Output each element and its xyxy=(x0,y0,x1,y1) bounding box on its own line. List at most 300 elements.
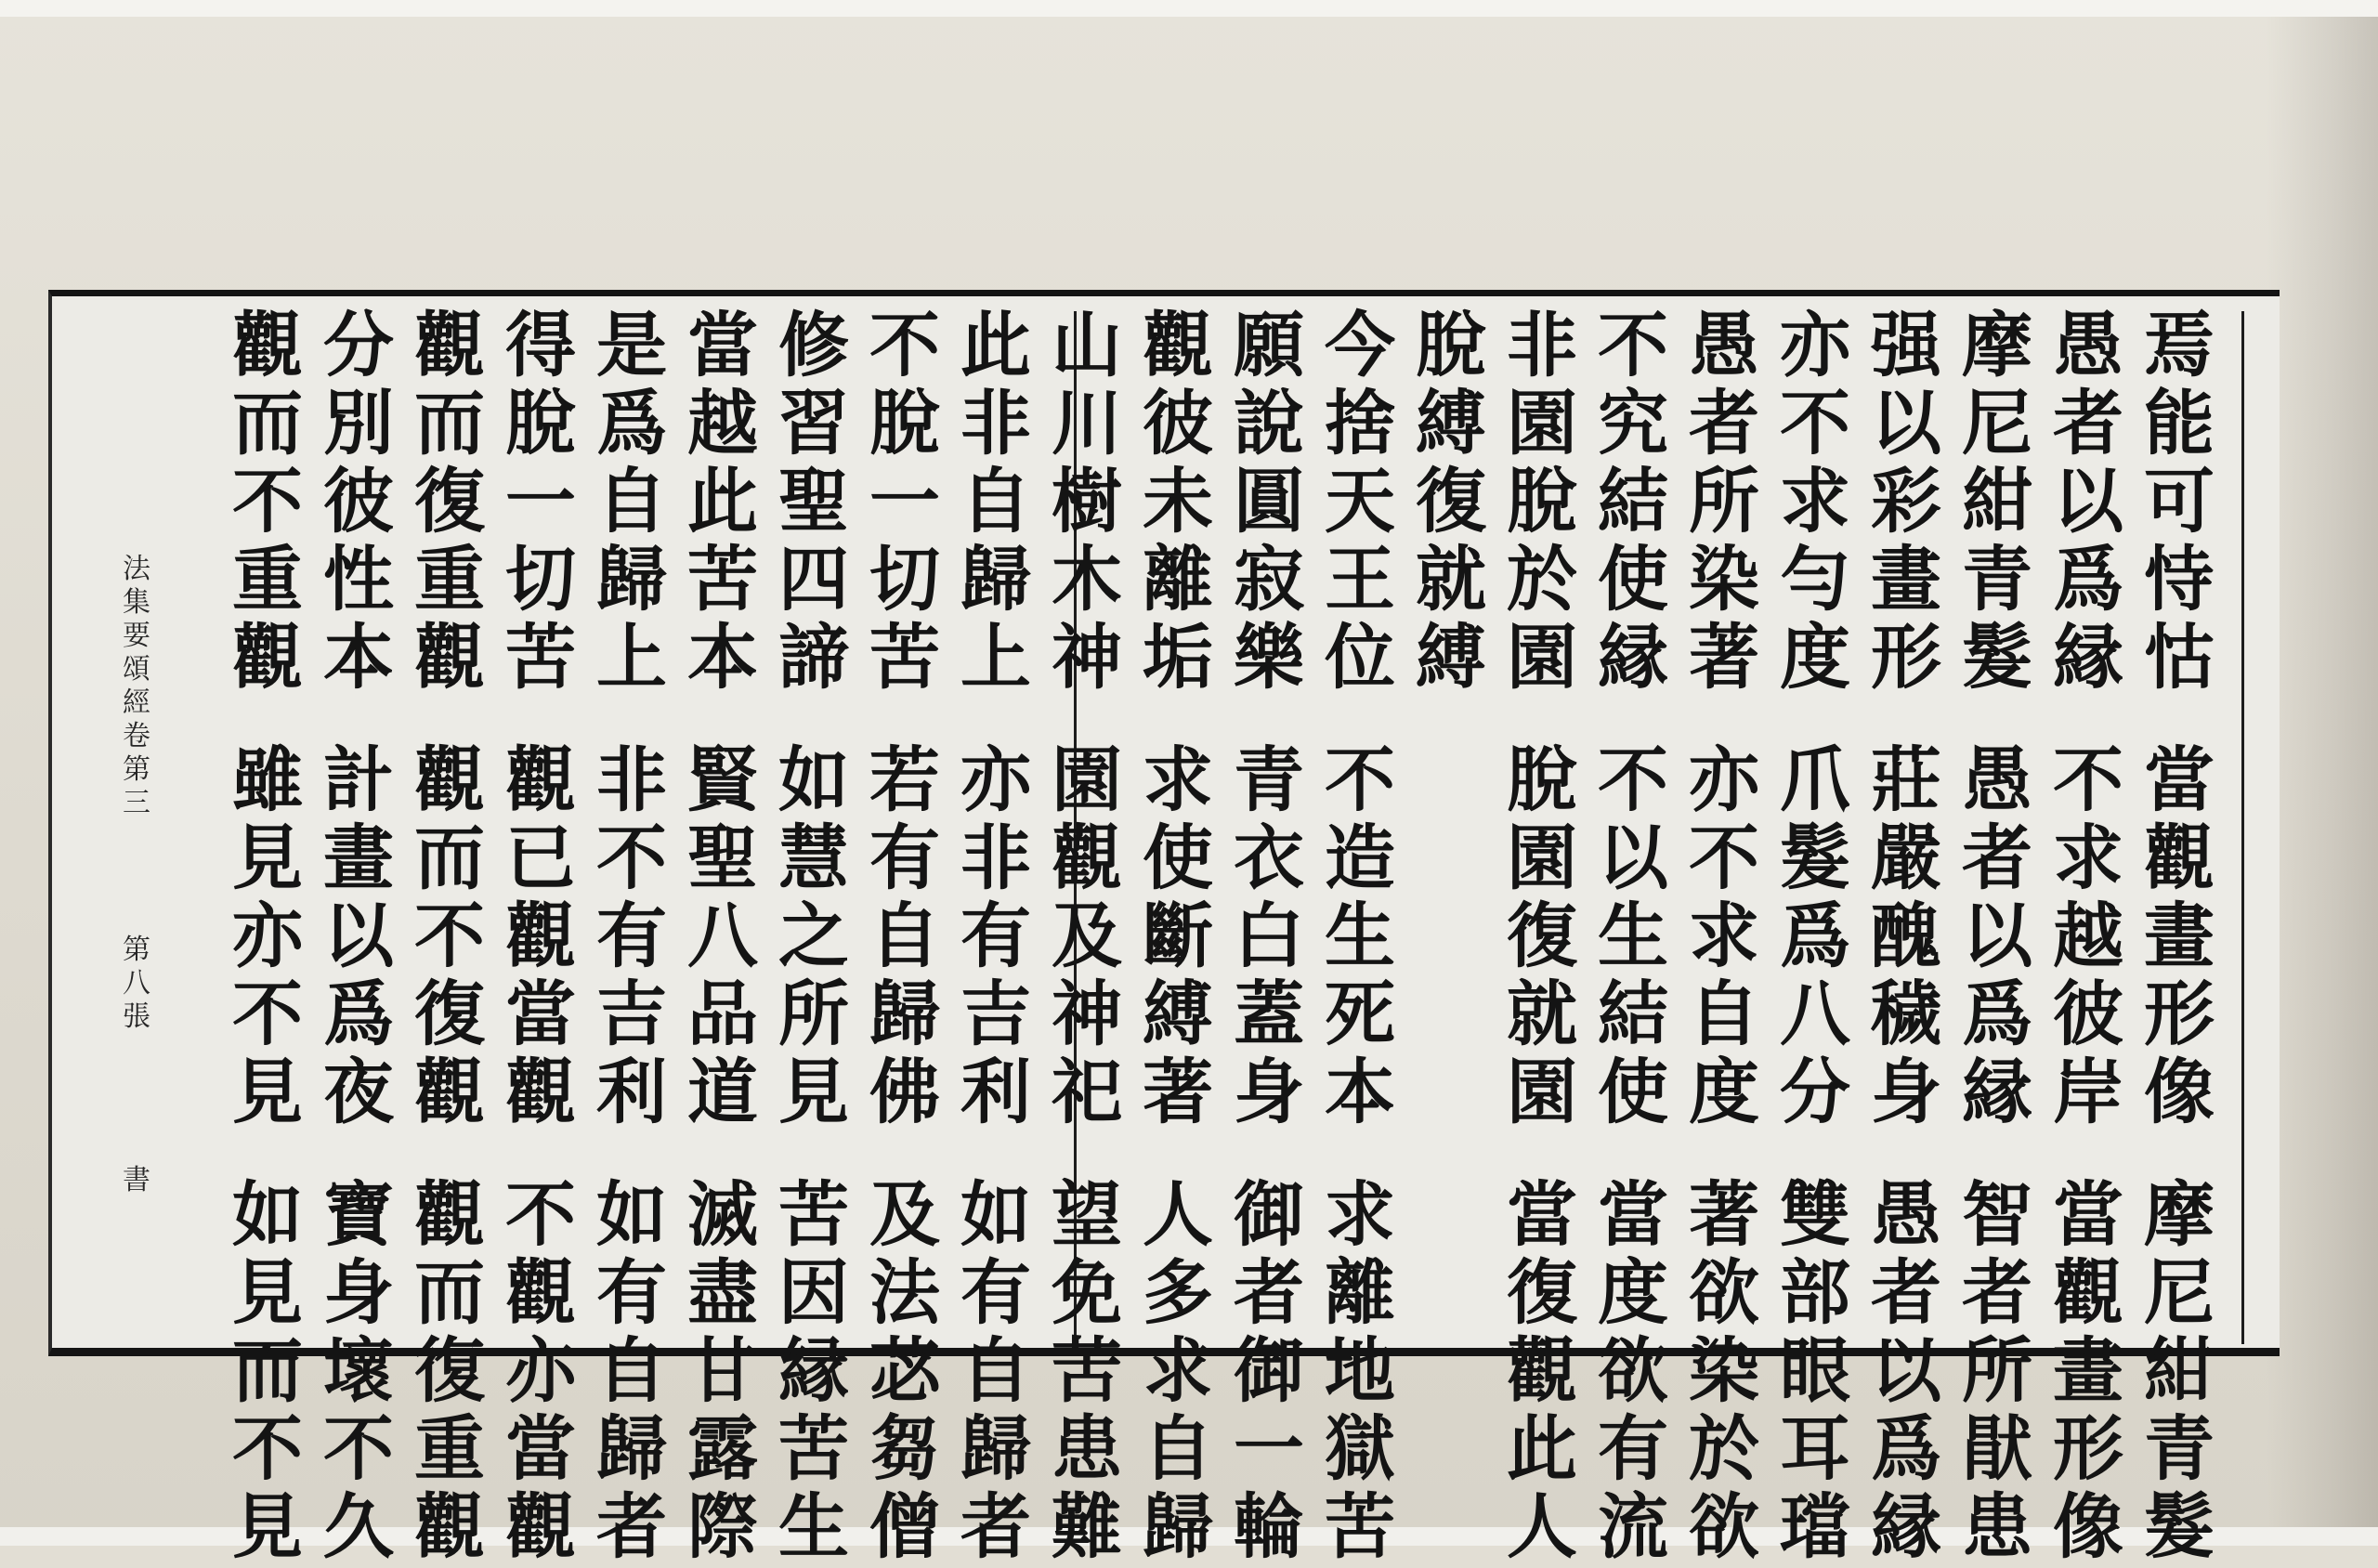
character: 觀 xyxy=(505,895,576,977)
character: 就 xyxy=(1507,973,1577,1055)
character: 慧 xyxy=(778,817,849,899)
character: 結 xyxy=(1598,973,1668,1055)
character: 著 xyxy=(1689,616,1759,699)
character: 如 xyxy=(232,1173,303,1256)
character: 可 xyxy=(2144,460,2215,542)
phrase-gap xyxy=(1131,697,1224,741)
character: 自 xyxy=(960,460,1031,542)
text-column xyxy=(858,304,951,1568)
character: 怙 xyxy=(2144,616,2215,699)
character: 形 xyxy=(1871,616,1941,699)
character: 此 xyxy=(687,460,758,542)
character: 之 xyxy=(778,895,849,977)
phrase-gap xyxy=(403,1131,496,1176)
character: 自 xyxy=(869,895,940,977)
character: 甘 xyxy=(687,1329,758,1412)
character: 以 xyxy=(1871,1329,1941,1412)
text-column xyxy=(1040,304,1133,1568)
page-top-edge xyxy=(0,0,2378,17)
character: 如 xyxy=(778,738,849,821)
character: 白 xyxy=(1234,895,1304,977)
text-column xyxy=(767,304,860,1568)
margin-character: 書 xyxy=(123,1164,150,1196)
character: 觀 xyxy=(414,1051,485,1133)
phrase-gap xyxy=(1496,697,1588,741)
character: 以 xyxy=(2053,460,2123,542)
phrase-gap xyxy=(312,1131,405,1176)
character: 復 xyxy=(1507,895,1577,977)
character: 以 xyxy=(1598,817,1668,899)
character: 切 xyxy=(505,538,576,621)
character: 生 xyxy=(778,1485,849,1568)
phrase-gap xyxy=(767,1131,860,1176)
character: 尼 xyxy=(2144,1251,2215,1334)
phrase-gap xyxy=(1587,697,1679,741)
character: 木 xyxy=(1052,538,1122,621)
phrase-gap xyxy=(1313,1131,1406,1176)
character: 雙 xyxy=(1780,1173,1850,1256)
character: 强 xyxy=(1871,304,1941,386)
character: 者 xyxy=(1871,1251,1941,1334)
character: 壞 xyxy=(323,1329,394,1412)
character: 當 xyxy=(687,304,758,386)
character: 有 xyxy=(960,895,1031,977)
character: 園 xyxy=(1507,616,1577,699)
character: 脫 xyxy=(869,382,940,464)
character: 以 xyxy=(323,895,394,977)
text-column xyxy=(1951,304,2044,1568)
text-column xyxy=(1587,304,1679,1568)
character: 復 xyxy=(1416,460,1486,542)
character: 輪 xyxy=(1234,1485,1304,1568)
character: 著 xyxy=(1689,1173,1759,1256)
character: 御 xyxy=(1234,1329,1304,1412)
character: 脫 xyxy=(1507,738,1577,821)
character: 不 xyxy=(414,895,485,977)
character: 園 xyxy=(1507,817,1577,899)
character: 以 xyxy=(1871,382,1941,464)
character: 所 xyxy=(778,973,849,1055)
character: 雖 xyxy=(232,738,303,821)
phrase-gap xyxy=(858,1131,951,1176)
character: 祀 xyxy=(1052,1051,1122,1133)
character: 者 xyxy=(1962,1251,2032,1334)
character: 當 xyxy=(1598,1173,1668,1256)
character: 佛 xyxy=(869,1051,940,1133)
character: 當 xyxy=(505,1407,576,1490)
text-column xyxy=(1860,304,1953,1568)
character: 重 xyxy=(414,538,485,621)
phrase-gap xyxy=(494,1131,587,1176)
character: 耳 xyxy=(1780,1407,1850,1490)
phrase-gap xyxy=(1678,697,1770,741)
character: 求 xyxy=(1143,1329,1213,1412)
character: 神 xyxy=(1052,616,1122,699)
character: 不 xyxy=(1598,738,1668,821)
character: 爲 xyxy=(1962,973,2032,1055)
character: 重 xyxy=(232,538,303,621)
character: 造 xyxy=(1325,817,1395,899)
character: 青 xyxy=(1234,738,1304,821)
margin-character: 集 xyxy=(123,586,150,619)
character: 今 xyxy=(1325,304,1395,386)
character: 穢 xyxy=(1871,973,1941,1055)
character: 脫 xyxy=(1416,304,1486,386)
character: 不 xyxy=(323,1407,394,1490)
text-column xyxy=(585,304,678,1568)
character: 圓 xyxy=(1234,460,1304,542)
character: 愚 xyxy=(1689,304,1759,386)
text-column xyxy=(1769,304,1862,1568)
character: 是 xyxy=(596,304,667,386)
character: 聖 xyxy=(778,460,849,542)
character: 歸 xyxy=(960,538,1031,621)
character: 苦 xyxy=(778,1407,849,1490)
character: 於 xyxy=(1689,1407,1759,1490)
character: 不 xyxy=(1780,382,1850,464)
character: 欲 xyxy=(1598,1329,1668,1412)
character: 紺 xyxy=(1962,460,2032,542)
text-column xyxy=(2133,304,2226,1568)
character: 恃 xyxy=(2144,538,2215,621)
character: 諦 xyxy=(778,616,849,699)
character: 生 xyxy=(1325,895,1395,977)
character: 上 xyxy=(960,616,1031,699)
phrase-gap xyxy=(1040,697,1133,741)
character: 不 xyxy=(232,1407,303,1490)
character: 爲 xyxy=(2053,538,2123,621)
character: 勻 xyxy=(1780,538,1850,621)
character: 見 xyxy=(232,1485,303,1568)
character: 未 xyxy=(1143,460,1213,542)
character: 一 xyxy=(505,460,576,542)
character: 望 xyxy=(1052,1173,1122,1256)
character: 生 xyxy=(1598,895,1668,977)
character: 八 xyxy=(1780,973,1850,1055)
character: 縁 xyxy=(778,1329,849,1412)
character: 天 xyxy=(1325,460,1395,542)
text-column xyxy=(676,304,769,1568)
character: 衣 xyxy=(1234,817,1304,899)
character: 結 xyxy=(1598,460,1668,542)
character: 爲 xyxy=(323,973,394,1055)
character: 而 xyxy=(414,817,485,899)
character: 別 xyxy=(323,382,394,464)
character: 有 xyxy=(596,1251,667,1334)
character: 難 xyxy=(1052,1485,1122,1568)
character: 者 xyxy=(960,1485,1031,1568)
character: 非 xyxy=(960,382,1031,464)
character: 患 xyxy=(1962,1485,2032,1568)
character: 越 xyxy=(687,382,758,464)
character: 自 xyxy=(596,1329,667,1412)
character: 四 xyxy=(778,538,849,621)
character: 及 xyxy=(1052,895,1122,977)
character: 使 xyxy=(1598,1051,1668,1133)
phrase-gap xyxy=(1769,1131,1862,1176)
character: 愚 xyxy=(1962,738,2032,821)
character: 形 xyxy=(2144,973,2215,1055)
character: 猒 xyxy=(1962,1407,2032,1490)
character: 利 xyxy=(596,1051,667,1133)
character: 亦 xyxy=(1780,304,1850,386)
character: 復 xyxy=(414,973,485,1055)
character: 觀 xyxy=(505,1485,576,1568)
character: 璫 xyxy=(1780,1485,1850,1568)
character: 本 xyxy=(687,616,758,699)
character: 獄 xyxy=(1325,1407,1395,1490)
character: 彼 xyxy=(2053,973,2123,1055)
character: 度 xyxy=(1689,1051,1759,1133)
character: 如 xyxy=(596,1173,667,1256)
character: 吉 xyxy=(596,973,667,1055)
character: 青 xyxy=(2144,1407,2215,1490)
character: 愚 xyxy=(2053,304,2123,386)
character: 身 xyxy=(323,1251,394,1334)
character: 本 xyxy=(1325,1051,1395,1133)
character: 彼 xyxy=(323,460,394,542)
character: 當 xyxy=(505,973,576,1055)
character: 樹 xyxy=(1052,460,1122,542)
phrase-gap xyxy=(1131,1131,1224,1176)
character: 畫 xyxy=(2144,895,2215,977)
character: 神 xyxy=(1052,973,1122,1055)
character: 利 xyxy=(960,1051,1031,1133)
character: 身 xyxy=(1234,1051,1304,1133)
character: 觀 xyxy=(505,1051,576,1133)
character: 使 xyxy=(1143,817,1213,899)
text-column xyxy=(494,304,587,1568)
character: 欲 xyxy=(1689,1485,1759,1568)
phrase-gap xyxy=(1587,1131,1679,1176)
margin-page-number xyxy=(121,934,152,1034)
phrase-gap xyxy=(1222,697,1315,741)
character: 莊 xyxy=(1871,738,1941,821)
character: 觀 xyxy=(414,616,485,699)
character: 嚴 xyxy=(1871,817,1941,899)
phrase-gap xyxy=(2042,1131,2135,1176)
phrase-gap xyxy=(1222,1131,1315,1176)
phrase-gap xyxy=(1860,1131,1953,1176)
character: 苾 xyxy=(869,1329,940,1412)
character: 觀 xyxy=(1052,817,1122,899)
text-column xyxy=(949,304,1042,1568)
character: 品 xyxy=(687,973,758,1055)
character: 智 xyxy=(1962,1173,2032,1256)
character: 觀 xyxy=(2053,1251,2123,1334)
character: 不 xyxy=(232,460,303,542)
character: 使 xyxy=(1598,538,1668,621)
character: 眼 xyxy=(1780,1329,1850,1412)
character: 離 xyxy=(1143,538,1213,621)
character: 青 xyxy=(1962,538,2032,621)
character: 露 xyxy=(687,1407,758,1490)
character: 習 xyxy=(778,382,849,464)
character: 髮 xyxy=(2144,1485,2215,1568)
phrase-gap xyxy=(1860,697,1953,741)
margin-character: 三 xyxy=(123,787,150,819)
character: 觀 xyxy=(505,738,576,821)
character: 有 xyxy=(1598,1407,1668,1490)
character: 非 xyxy=(960,817,1031,899)
character: 見 xyxy=(778,1051,849,1133)
character: 若 xyxy=(869,738,940,821)
character: 分 xyxy=(1780,1051,1850,1133)
character: 山 xyxy=(1052,304,1122,386)
character: 縁 xyxy=(2053,616,2123,699)
character: 愚 xyxy=(1871,1173,1941,1256)
character: 上 xyxy=(596,616,667,699)
character: 觀 xyxy=(414,1173,485,1256)
character: 著 xyxy=(1143,1051,1213,1133)
character: 像 xyxy=(2144,1051,2215,1133)
character: 歸 xyxy=(1143,1485,1213,1568)
character: 歸 xyxy=(869,973,940,1055)
character: 亦 xyxy=(505,1329,576,1412)
character: 紺 xyxy=(2144,1329,2215,1412)
character: 醜 xyxy=(1871,895,1941,977)
character: 爪 xyxy=(1780,738,1850,821)
character: 見 xyxy=(232,1051,303,1133)
character: 求 xyxy=(1689,895,1759,977)
character: 芻 xyxy=(869,1407,940,1490)
character: 得 xyxy=(505,304,576,386)
character: 縁 xyxy=(1962,1051,2032,1133)
character: 觀 xyxy=(1507,1329,1577,1412)
phrase-gap xyxy=(949,697,1042,741)
character: 以 xyxy=(1962,895,2032,977)
character: 久 xyxy=(323,1485,394,1568)
phrase-gap xyxy=(949,1131,1042,1176)
character: 復 xyxy=(414,460,485,542)
character: 多 xyxy=(1143,1251,1213,1334)
character: 岸 xyxy=(2053,1051,2123,1133)
character: 髮 xyxy=(1962,616,2032,699)
character: 歸 xyxy=(960,1407,1031,1490)
character: 離 xyxy=(1325,1251,1395,1334)
character: 畫 xyxy=(2053,1329,2123,1412)
character: 所 xyxy=(1689,460,1759,542)
character: 苦 xyxy=(1325,1485,1395,1568)
margin-character: 第 xyxy=(123,753,150,786)
phrase-gap xyxy=(585,697,678,741)
character: 蓋 xyxy=(1234,973,1304,1055)
character: 求 xyxy=(1325,1173,1395,1256)
character: 免 xyxy=(1052,1251,1122,1334)
margin-sutra-title xyxy=(121,553,152,820)
margin-character: 經 xyxy=(123,686,150,719)
character: 身 xyxy=(1871,1051,1941,1133)
character: 觀 xyxy=(505,1251,576,1334)
character: 際 xyxy=(687,1485,758,1568)
character: 部 xyxy=(1780,1251,1850,1334)
phrase-gap xyxy=(1678,1131,1770,1176)
character: 不 xyxy=(1598,304,1668,386)
character: 亦 xyxy=(1689,738,1759,821)
margin-character: 法 xyxy=(123,553,150,585)
character: 求 xyxy=(2053,817,2123,899)
margin-character: 八 xyxy=(123,967,150,1000)
phrase-gap xyxy=(858,697,951,741)
character: 彼 xyxy=(1143,382,1213,464)
character: 染 xyxy=(1689,538,1759,621)
character: 欲 xyxy=(1689,1251,1759,1334)
character: 爲 xyxy=(1780,895,1850,977)
character: 者 xyxy=(1962,817,2032,899)
character: 自 xyxy=(1689,973,1759,1055)
character: 觀 xyxy=(232,616,303,699)
character: 法 xyxy=(869,1251,940,1334)
character: 垢 xyxy=(1143,616,1213,699)
text-column xyxy=(221,304,314,1568)
character: 自 xyxy=(596,460,667,542)
character: 而 xyxy=(414,382,485,464)
character: 而 xyxy=(414,1251,485,1334)
character: 自 xyxy=(960,1329,1031,1412)
margin-character: 張 xyxy=(123,1000,150,1033)
character: 人 xyxy=(1143,1173,1213,1256)
character: 求 xyxy=(1780,460,1850,542)
character: 爲 xyxy=(596,382,667,464)
character: 度 xyxy=(1780,616,1850,699)
character: 復 xyxy=(1507,1251,1577,1334)
character: 分 xyxy=(323,304,394,386)
text-column xyxy=(2042,304,2135,1568)
character: 摩 xyxy=(2144,1173,2215,1256)
character: 於 xyxy=(1507,538,1577,621)
character: 一 xyxy=(869,460,940,542)
character: 此 xyxy=(960,304,1031,386)
character: 不 xyxy=(869,304,940,386)
character: 非 xyxy=(1507,304,1577,386)
character: 不 xyxy=(1689,817,1759,899)
character: 彩 xyxy=(1871,460,1941,542)
character: 園 xyxy=(1507,382,1577,464)
phrase-gap xyxy=(494,697,587,741)
character: 苦 xyxy=(869,616,940,699)
character: 見 xyxy=(232,1251,303,1334)
character: 寶 xyxy=(323,1173,394,1256)
character: 有 xyxy=(596,895,667,977)
character: 計 xyxy=(323,738,394,821)
character: 寂 xyxy=(1234,538,1304,621)
text-column xyxy=(1313,304,1406,1568)
text-column xyxy=(312,304,405,1568)
character: 復 xyxy=(414,1329,485,1412)
text-column xyxy=(1678,304,1770,1568)
character: 位 xyxy=(1325,616,1395,699)
character: 能 xyxy=(2144,382,2215,464)
character: 歸 xyxy=(596,1407,667,1490)
character: 及 xyxy=(869,1173,940,1256)
phrase-gap xyxy=(1040,1131,1133,1176)
character: 苦 xyxy=(505,616,576,699)
character: 不 xyxy=(2053,738,2123,821)
phrase-gap xyxy=(585,1131,678,1176)
margin-character: 頌 xyxy=(123,653,150,686)
character: 滅 xyxy=(687,1173,758,1256)
character: 觀 xyxy=(414,1485,485,1568)
phrase-gap xyxy=(221,697,314,741)
character: 苦 xyxy=(778,1173,849,1256)
character: 摩 xyxy=(1962,304,2032,386)
character: 患 xyxy=(1052,1407,1122,1490)
text-column xyxy=(1405,304,1497,699)
margin-character: 要 xyxy=(123,620,150,652)
character: 捨 xyxy=(1325,382,1395,464)
character: 不 xyxy=(505,1173,576,1256)
character: 焉 xyxy=(2144,304,2215,386)
